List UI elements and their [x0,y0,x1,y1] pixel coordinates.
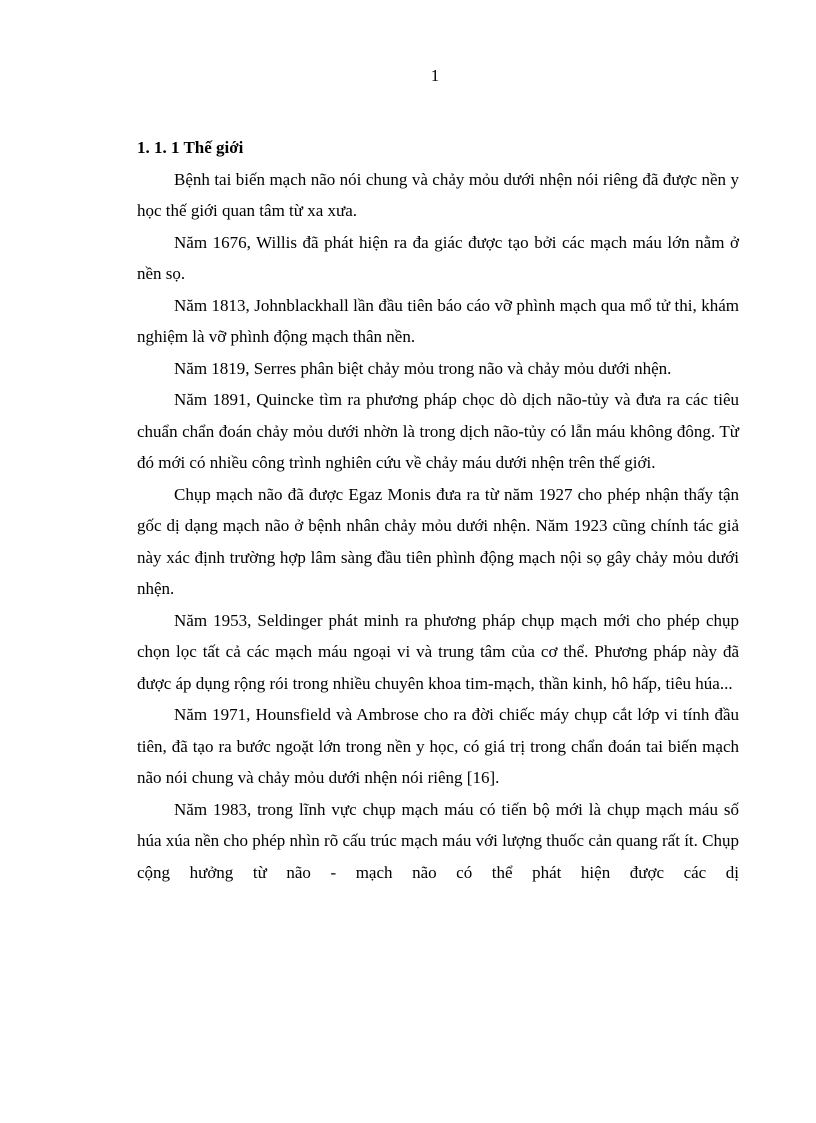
paragraph-1676: Năm 1676, Willis đã phát hiện ra đa giác được tạo bởi các mạch máu lớn nằm ở nền sọ. [137,232,739,283]
page-content [137,132,739,888]
page-number: 1 [430,66,440,85]
paragraph-1927: Chụp mạch não đã được Egaz Monis đưa ra từ năm 1927 cho phép nhận thấy tận gốc dị dạng mạch não ở bệnh nhân chảy mỏu dưới nhện. Năm 1923 cũng chính tác giả này xác định trường hợp lâm sàng đầu tiên phình động mạch nội sọ gây chảy mỏu dưới nhện. [137,484,739,598]
section-heading: 1. 1. 1 Thế giới [137,138,244,157]
paragraph-1891: Năm 1891, Quincke tìm ra phương pháp chọc dò dịch não-tủy và đưa ra các tiêu chuẩn chẩn đoán chảy mỏu dưới nhờn là trong dịch não-tủy có lẫn máu không đông. Từ đó mới có nhiều công trình nghiên cứu về chảy máu dưới nhện trên thế giới. [137,390,739,472]
paragraph-1971: Năm 1971, Hounsfield và Ambrose cho ra đời chiếc máy chụp cắt lớp vi tính đầu tiên, đã tạo ra bước ngoặt lớn trong nền y học, có giá trị trong chẩn đoán tai biến mạch não nói chung và chảy mỏu dưới nhện nói riêng [16]. [137,705,739,787]
paragraph-1819: Năm 1819, Serres phân biệt chảy mỏu trong não và chảy mỏu dưới nhện. [174,358,672,378]
paragraph-intro: Bệnh tai biến mạch não nói chung và chảy mỏu dưới nhện nói riêng đã được nền y học thế giới quan tâm từ xa xưa. [137,169,739,220]
paragraph-1953: Năm 1953, Seldinger phát minh ra phương pháp chụp mạch mới cho phép chụp chọn lọc tất cả các mạch máu ngoại vi và trung tâm của cơ thể. Phương pháp này đã được áp dụng rộng rói trong nhiều chuyên khoa tim-mạch, thần kinh, hô hấp, tiêu húa... [137,610,739,693]
paragraph-1983: Năm 1983, trong lĩnh vực chụp mạch máu có tiến bộ mới là chụp mạch máu số húa xúa nền cho phép nhìn rõ cấu trúc mạch máu với lượng thuốc cản quang rất ít. Chụp cộng hưởng từ não - mạch não có thể phát hiện được các dị [137,799,739,882]
paragraph-1813: Năm 1813, Johnblackhall lần đầu tiên báo cáo vỡ phình mạch qua mổ tử thi, khám nghiệm là vỡ phình động mạch thân nền. [137,295,739,346]
